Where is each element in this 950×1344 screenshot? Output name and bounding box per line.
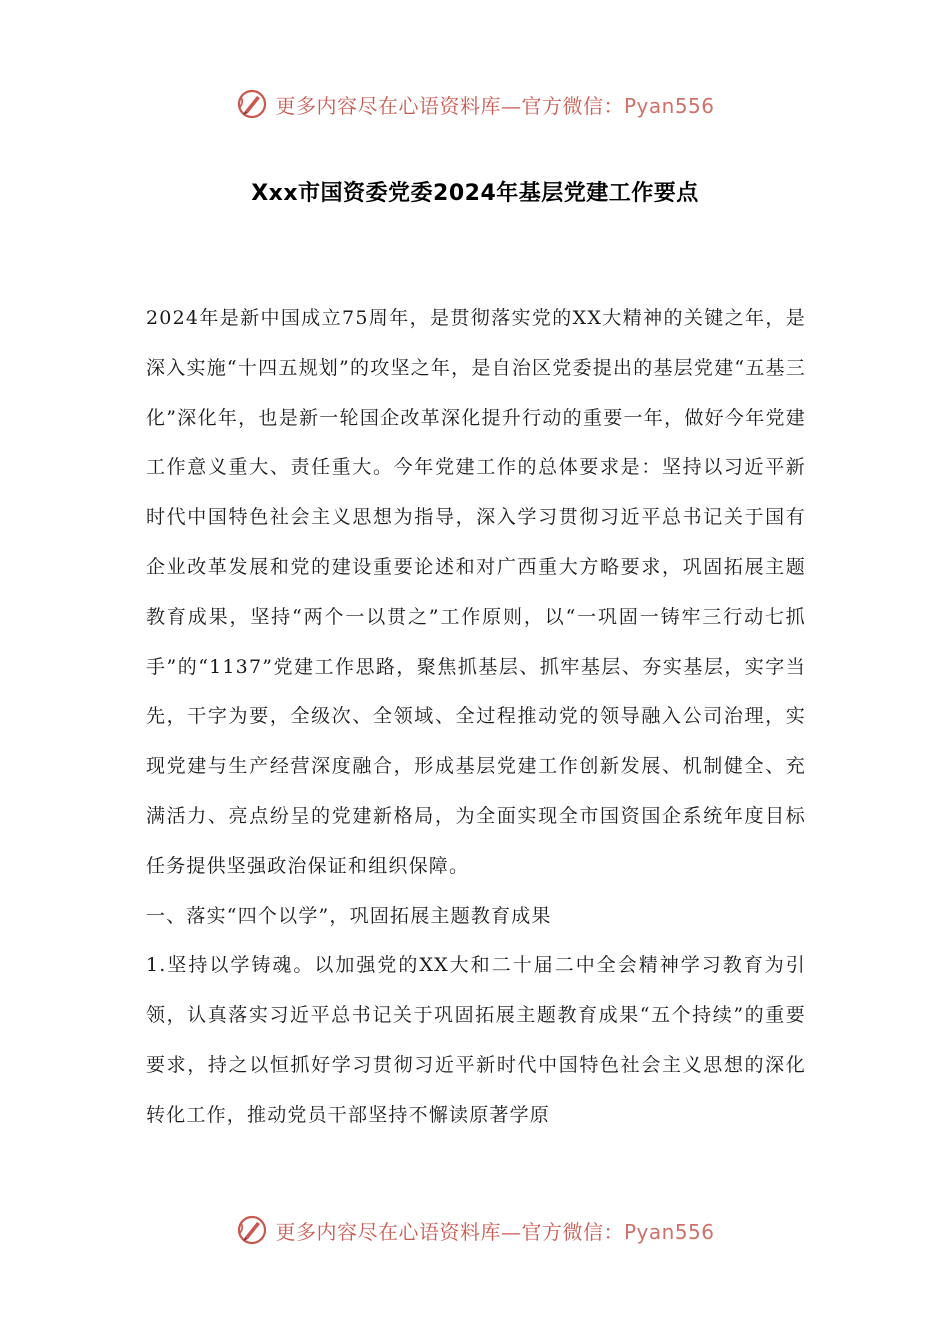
watermark-banner-top — [0, 84, 950, 124]
watermark-text: 更多内容尽在心语资料库—官方微信：Pyan556 — [275, 93, 715, 118]
paragraph-item-1: 1.坚持以学铸魂。以加强党的XX大和二十届二中全会精神学习教育为引领，认真落实习近平总书记关于巩固拓展主题教育成果“五个持续”的重要要求，持之以恒抓好学习贯彻习近平新时代中国特色社会主义思想的深化转化工作，推动党员干部坚持不懈读原著学原 — [146, 954, 806, 1126]
watermark-id: Pyan556 — [623, 93, 715, 118]
pen-logo-icon — [235, 1213, 269, 1247]
paragraph-intro: 2024年是新中国成立75周年，是贯彻落实党的XX大精神的关键之年，是深入实施“十四五规划”的攻坚之年，是自治区党委提出的基层党建“五基三化”深化年，也是新一轮国企改革深化提升行动的重要一年，做好今年党建工作意义重大、责任重大。今年党建工作的总体要求是：坚持以习近平新时代中国特色社会主义思想为指导，深入学习贯彻习近平总书记关于国有企业改革发展和党的建设重要论述和对广西重大方略要求，巩固拓展主题教育成果，坚持“两个一以贯之”工作原则，以“一巩固一铸牢三行动七抓手”的“1137”党建工作思路，聚焦抓基层、抓牢基层、夯实基层，实字当先，干字为要，全级次、全领域、全过程推动党的领导融入公司治理，实现党建与生产经营深度融合，形成基层党建工作创新发展、机制健全、充满活力、亮点纷呈的党建新格局，为全面实现全市国资国企系统年度目标任务提供坚强政治保证和组织保障。 — [146, 307, 806, 877]
document-body — [146, 294, 806, 1141]
section-heading-1: 一、落实“四个以学”，巩固拓展主题教育成果 — [146, 904, 552, 927]
watermark-id: Pyan556 — [623, 1219, 715, 1244]
pen-logo-icon — [235, 87, 269, 121]
document-title: Xxx市国资委党委2024年基层党建工作要点 — [251, 181, 699, 206]
watermark-banner-bottom — [0, 1210, 950, 1250]
watermark-text: 更多内容尽在心语资料库—官方微信：Pyan556 — [275, 1219, 715, 1244]
